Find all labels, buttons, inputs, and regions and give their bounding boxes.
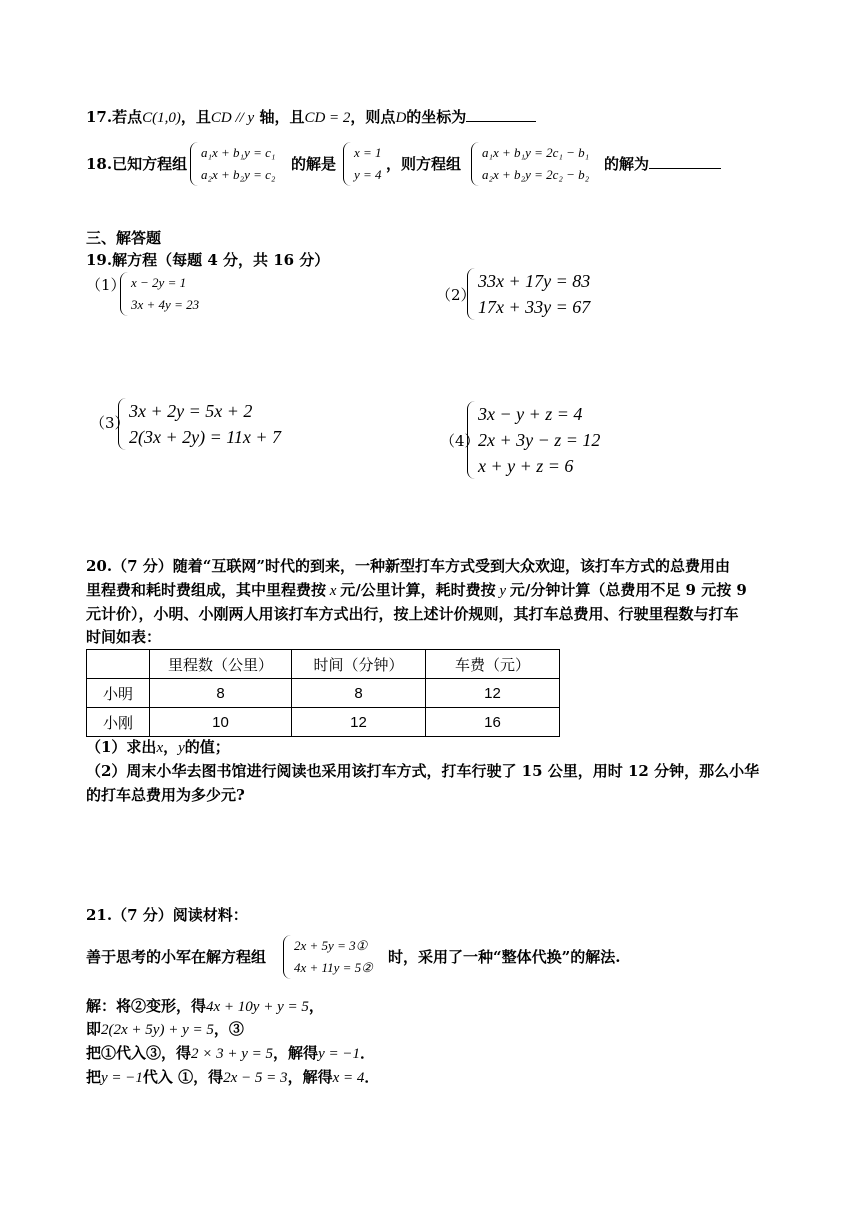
table-row xyxy=(87,708,560,737)
table-row xyxy=(87,679,560,708)
q21-math: 2 × 3 + y = 5 xyxy=(191,1046,274,1062)
q17-prefix: 17.若点 xyxy=(86,108,143,126)
q21-step4 xyxy=(86,1067,379,1088)
q19-part2-system xyxy=(467,268,597,320)
q20-text: 里程费和耗时费组成，其中里程费按 xyxy=(86,581,327,599)
q17-point-d: D xyxy=(395,110,407,126)
q20-line xyxy=(86,580,747,601)
q20-text: 元/分钟计算（总费用不足 9 元按 9 xyxy=(509,581,747,599)
q20-sub1 xyxy=(86,737,230,758)
var-y: y xyxy=(499,583,507,599)
q21-text: ，③ xyxy=(213,1020,244,1038)
table-header: 车费（元） xyxy=(426,650,560,679)
equation: 17x + 33y = 67 xyxy=(478,297,591,317)
var-x: x xyxy=(329,583,337,599)
q19-part2-label: （2） xyxy=(436,286,476,304)
equation: y = 4 xyxy=(354,167,382,182)
table-header xyxy=(87,650,150,679)
q19-part1-label: （1） xyxy=(86,276,126,294)
q21-text: ，解得 xyxy=(287,1068,333,1086)
q21-text: 解：将②变形，得 xyxy=(86,997,207,1015)
q21-system xyxy=(283,935,388,979)
q20-text: （1）求出 xyxy=(86,738,157,756)
q19-part4-system xyxy=(467,401,601,479)
equation: 3x + 4y = 23 xyxy=(131,297,200,312)
equation: a₁x + b₁y = c₁ xyxy=(201,145,276,160)
q17-cd-length: CD = 2 xyxy=(304,110,351,126)
section-title: 三、解答题 xyxy=(86,229,162,247)
q21-text: ，解得 xyxy=(273,1044,319,1062)
q18-system-1 xyxy=(190,142,286,186)
q18-prefix: 18.已知方程组 xyxy=(86,155,188,173)
q17-text: ，且 xyxy=(180,108,211,126)
equation: 2x + 5y = 3① xyxy=(294,938,368,953)
q21-text: ． xyxy=(359,1044,375,1062)
equation: 3x − y + z = 4 xyxy=(478,404,583,424)
q21-text: ． xyxy=(364,1068,380,1086)
question-19-title: 19.解方程（每题 4 分，共 16 分） xyxy=(86,251,330,269)
table-header: 里程数（公里） xyxy=(150,650,292,679)
q18-tail xyxy=(604,154,721,174)
q21-math: 2(2x + 5y) + y = 5 xyxy=(101,1022,214,1038)
table-header: 时间（分钟） xyxy=(292,650,426,679)
var-x: x xyxy=(156,740,164,756)
table-header-row xyxy=(87,650,560,679)
q21-text: 把①代入③，得 xyxy=(86,1044,192,1062)
fare-table xyxy=(86,649,560,737)
q17-suffix: 的坐标为 xyxy=(406,108,467,126)
equation: a₁x + b₁y = 2c₁ − b₁ xyxy=(482,145,590,160)
q19-part4-label: （4） xyxy=(440,432,480,450)
equation: a₂x + b₂y = 2c₂ − b₂ xyxy=(482,167,590,182)
table-cell: 12 xyxy=(426,679,560,708)
equation: 4x + 11y = 5② xyxy=(294,960,373,975)
table-cell: 12 xyxy=(292,708,426,737)
q20-sub2: （2）周末小华去图书馆进行阅读也采用该打车方式，打车行驶了 15 公里，用时 12 分钟，那么小华 xyxy=(86,762,760,780)
q18-text: ，则方程组 xyxy=(386,155,462,173)
q21-text: 善于思考的小军在解方程组 xyxy=(86,948,267,966)
table-cell: 8 xyxy=(150,679,292,708)
q21-math: 4x + 10y + y = 5 xyxy=(206,999,309,1015)
q18-system-2 xyxy=(471,142,601,186)
q21-text: 时，采用了一种“整体代换”的解法. xyxy=(388,948,621,966)
equation: 33x + 17y = 83 xyxy=(478,271,591,291)
q19-part3-label: （3） xyxy=(90,414,130,432)
equation: a₂x + b₂y = c₂ xyxy=(201,167,276,182)
q17-text: ，则点 xyxy=(350,108,396,126)
q17-cd-parallel: CD // y xyxy=(210,110,255,126)
q20-text: 的值； xyxy=(184,738,230,756)
q21-text: ， xyxy=(308,997,324,1015)
question-17 xyxy=(86,107,536,128)
equation: x = 1 xyxy=(354,145,382,160)
table-cell: 10 xyxy=(150,708,292,737)
q20-line: 时间如表： xyxy=(86,628,162,646)
q17-text: 轴，且 xyxy=(254,108,305,126)
q20-text: 元/公里计算，耗时费按 xyxy=(340,581,496,599)
q19-part1-system xyxy=(120,272,220,316)
var-y: y xyxy=(178,740,185,756)
q20-text: ， xyxy=(163,738,179,756)
q21-math: 2x − 5 = 3 xyxy=(223,1070,288,1086)
table-cell: 8 xyxy=(292,679,426,708)
q17-point-c: C(1,0) xyxy=(142,110,181,126)
q19-part3-system xyxy=(118,398,282,450)
q21-math: y = −1 xyxy=(101,1070,143,1086)
q20-line: 元计价），小明、小刚两人用该打车方式出行，按上述计价规则，其打车总费用、行驶里程数与打车 xyxy=(86,605,739,623)
table-cell: 小明 xyxy=(87,679,150,708)
q18-solution xyxy=(343,142,387,186)
equation: x − 2y = 1 xyxy=(131,275,187,290)
q20-sub2: 的打车总费用为多少元? xyxy=(86,786,245,804)
table-cell: 16 xyxy=(426,708,560,737)
answer-blank[interactable] xyxy=(649,168,721,169)
q21-step2 xyxy=(86,1019,244,1040)
q21-math: x = 4 xyxy=(332,1070,365,1086)
q21-math: y = −1 xyxy=(318,1046,360,1062)
q21-step1 xyxy=(86,996,324,1017)
equation: 2x + 3y − z = 12 xyxy=(478,430,601,450)
question-21-title: 21.（7 分）阅读材料： xyxy=(86,906,248,924)
q21-step3 xyxy=(86,1043,375,1064)
q21-text: 代入 ①，得 xyxy=(142,1068,224,1086)
q21-text: 即 xyxy=(86,1020,102,1038)
equation: 2(3x + 2y) = 11x + 7 xyxy=(129,427,282,447)
q20-line: 20.（7 分）随着“互联网”时代的到来，一种新型打车方式受到大众欢迎，该打车方式的总费用由 xyxy=(86,557,731,575)
equation: 3x + 2y = 5x + 2 xyxy=(129,401,253,421)
answer-blank[interactable] xyxy=(466,121,536,122)
q18-suffix: 的解为 xyxy=(604,155,650,173)
table-cell: 小刚 xyxy=(87,708,150,737)
q18-text: 的解是 xyxy=(291,155,337,173)
equation: x + y + z = 6 xyxy=(478,456,574,476)
q21-text: 把 xyxy=(86,1068,102,1086)
